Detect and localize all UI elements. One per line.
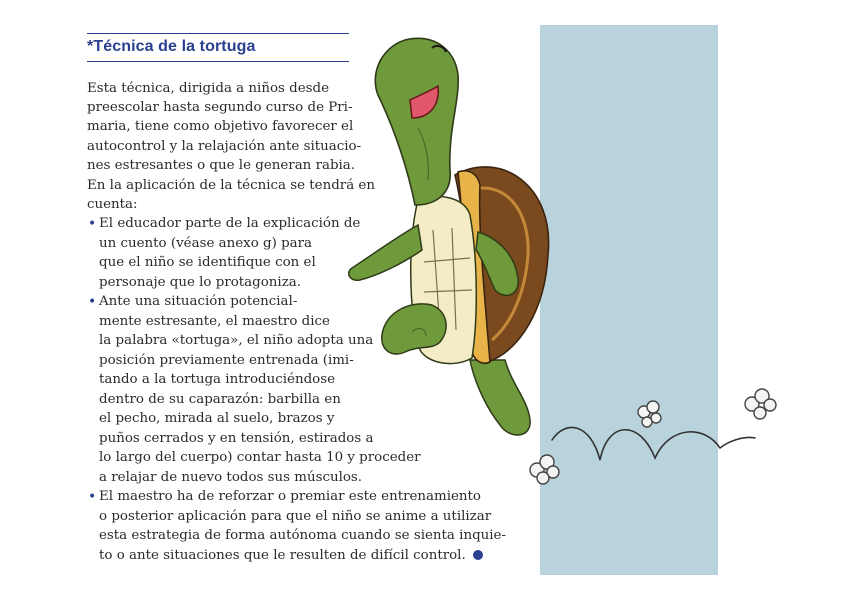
text-line: dentro de su caparazón: barbilla en xyxy=(99,392,341,407)
text-line: En la aplicación de la técnica se tendrá en xyxy=(87,178,375,193)
text-line: nes estresantes o que le generan rabia. xyxy=(87,158,356,173)
text-line: un cuento (véase anexo g) para xyxy=(99,236,313,251)
text-line: el pecho, mirada al suelo, brazos y xyxy=(99,411,335,426)
bullet-marker: • xyxy=(88,489,97,505)
text-line: preescolar hasta segundo curso de Pri- xyxy=(87,100,353,115)
turtle-head xyxy=(375,38,458,205)
text-line: o posterior aplicación para que el niño se anime a utilizar xyxy=(99,509,492,524)
text-line: maria, tiene como objetivo favorecer el xyxy=(87,119,354,134)
text-line: cuenta: xyxy=(87,197,138,212)
text-line: Ante una situación potencial- xyxy=(99,294,298,309)
bullet-marker: • xyxy=(88,294,97,310)
dust-trail xyxy=(552,427,755,460)
text-line: que el niño se identifique con el xyxy=(99,255,316,270)
dust-puff-right xyxy=(745,389,776,419)
text-line: lo largo del cuerpo) contar hasta 10 y proceder xyxy=(99,450,421,465)
dust-puff-middle xyxy=(638,401,661,427)
text-line: tando a la tortuga introduciéndose xyxy=(99,372,336,387)
text-line-text: to o ante situaciones que le resulten de difícil control. xyxy=(99,548,466,563)
text-line: la palabra «tortuga», el niño adopta una xyxy=(99,333,374,348)
text-line: personaje que lo protagoniza. xyxy=(99,275,301,290)
dust-puff-left xyxy=(530,455,559,484)
text-line: El educador parte de la explicación de xyxy=(99,216,361,231)
bullet-marker: • xyxy=(88,216,97,232)
text-line: a relajar de nuevo todos sus músculos. xyxy=(99,470,363,485)
text-line: El maestro ha de reforzar o premiar este entrenamiento xyxy=(99,489,481,504)
turtle-back-leg xyxy=(470,360,530,435)
text-line: posición previamente entrenada (imi- xyxy=(99,353,354,368)
text-line: mente estresante, el maestro dice xyxy=(99,314,330,329)
text-line: autocontrol y la relajación ante situacio- xyxy=(87,139,362,154)
text-line: puños cerrados y en tensión, estirados a xyxy=(99,431,374,446)
section-title: *Técnica de la tortuga xyxy=(87,38,256,55)
text-line: Esta técnica, dirigida a niños desde xyxy=(87,81,330,96)
text-line: esta estrategia de forma autónoma cuando se sienta inquie- xyxy=(99,528,506,543)
